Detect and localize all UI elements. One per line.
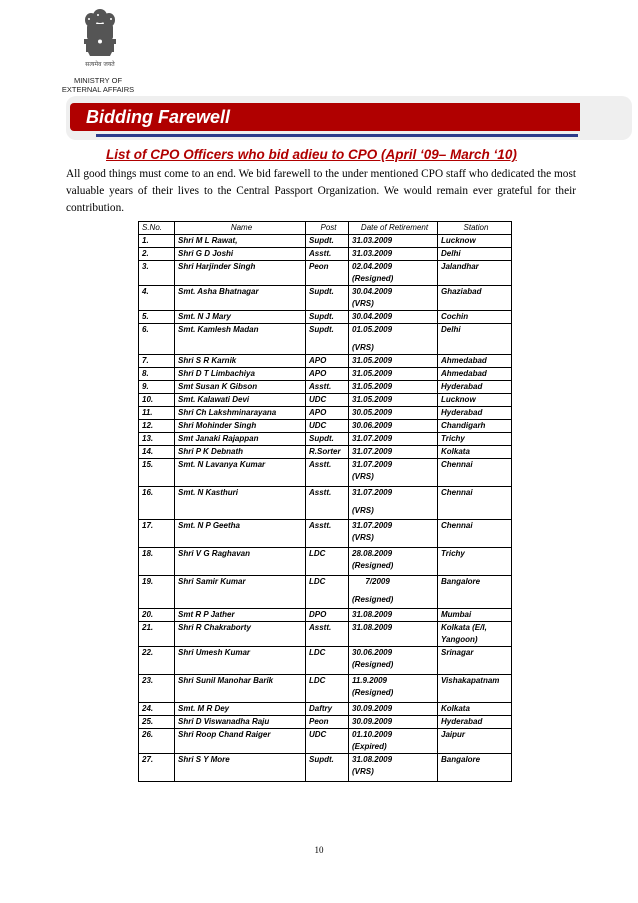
station-name: Jalandhar — [441, 262, 479, 271]
cell-name: Shri Ch Lakshminarayana — [175, 407, 306, 420]
cell-sno: 18. — [139, 548, 175, 576]
ministry-line-2: EXTERNAL AFFAIRS — [61, 85, 135, 94]
cell-sno: 3. — [139, 261, 175, 286]
cell-date — [349, 355, 438, 368]
retirement-date: 31.07.2009 — [352, 488, 393, 497]
retirement-date: 31.03.2009 — [352, 249, 393, 258]
cell-station — [438, 729, 512, 754]
cell-sno: 13. — [139, 433, 175, 446]
retirement-date: 31.08.2009 — [352, 610, 393, 619]
retirement-note: (VRS) — [352, 343, 374, 352]
cell-station — [438, 248, 512, 261]
intro-paragraph: All good things must come to an end. We bid farewell to the under mentioned CPO staff who dedicated the most valuable years of their lives to the Central Passport Organization. We would remain ever grateful for their contribution. — [66, 168, 576, 214]
ministry-line-1: MINISTRY OF — [73, 76, 123, 85]
table-row — [139, 235, 512, 248]
cell-station — [438, 311, 512, 324]
table-row — [139, 368, 512, 381]
cell-name: Shri D Viswanadha Raju — [175, 716, 306, 729]
cell-post: Supdt. — [306, 311, 349, 324]
cell-name: Shri S R Karnik — [175, 355, 306, 368]
table-row — [139, 286, 512, 311]
cell-post: Asstt. — [306, 248, 349, 261]
station-name: Chennai — [441, 521, 473, 530]
cell-station — [438, 716, 512, 729]
cell-name: Shri Mohinder Singh — [175, 420, 306, 433]
cell-date — [349, 235, 438, 248]
cell-station — [438, 261, 512, 286]
cell-date — [349, 716, 438, 729]
cell-station — [438, 703, 512, 716]
retirement-date: 30.06.2009 — [352, 648, 393, 657]
cell-date — [349, 433, 438, 446]
cell-date — [349, 324, 438, 355]
cell-station — [438, 407, 512, 420]
retirement-date: 30.04.2009 — [352, 287, 393, 296]
station-name: Delhi — [441, 325, 461, 334]
cell-station — [438, 286, 512, 311]
cell-name: Shri Samir Kumar — [175, 576, 306, 609]
cell-date — [349, 394, 438, 407]
cell-sno: 22. — [139, 647, 175, 675]
station-name: Lucknow — [441, 395, 476, 404]
national-emblem-icon — [78, 6, 122, 72]
retirement-note: (VRS) — [352, 767, 374, 776]
cell-sno: 12. — [139, 420, 175, 433]
retirement-date: 7/2009 — [352, 577, 390, 586]
cell-date — [349, 576, 438, 609]
cell-name: Shri Sunil Manohar Barik — [175, 675, 306, 703]
table-row — [139, 446, 512, 459]
table-row — [139, 433, 512, 446]
cell-post: APO — [306, 355, 349, 368]
station-name: Bangalore — [441, 577, 481, 586]
retirement-date: 31.03.2009 — [352, 236, 393, 245]
station-name: Ahmedabad — [441, 369, 487, 378]
station-name: Hyderabad — [441, 717, 483, 726]
cell-name: Shri S Y More — [175, 754, 306, 782]
table-row — [139, 548, 512, 576]
table-row — [139, 754, 512, 782]
table-row — [139, 324, 512, 355]
cell-name: Shri M L Rawat, — [175, 235, 306, 248]
table-row — [139, 459, 512, 487]
cell-station — [438, 381, 512, 394]
cell-date — [349, 459, 438, 487]
station-name: Trichy — [441, 434, 465, 443]
table-row — [139, 622, 512, 647]
cell-station — [438, 433, 512, 446]
cell-date — [349, 381, 438, 394]
cell-station — [438, 754, 512, 782]
table-row — [139, 729, 512, 754]
cell-date — [349, 622, 438, 647]
cell-sno: 25. — [139, 716, 175, 729]
cell-post: Asstt. — [306, 459, 349, 487]
station-name: Lucknow — [441, 236, 476, 245]
cell-sno: 5. — [139, 311, 175, 324]
cell-post: Supdt. — [306, 324, 349, 355]
cell-post: UDC — [306, 394, 349, 407]
cell-sno: 6. — [139, 324, 175, 355]
cell-station — [438, 459, 512, 487]
retirement-date: 31.08.2009 — [352, 623, 393, 632]
retirement-date: 30.06.2009 — [352, 421, 393, 430]
cell-name: Smt Janaki Rajappan — [175, 433, 306, 446]
retirement-note: (Resigned) — [352, 274, 394, 283]
cell-post: Supdt. — [306, 433, 349, 446]
cell-sno: 1. — [139, 235, 175, 248]
cell-sno: 27. — [139, 754, 175, 782]
cell-station — [438, 446, 512, 459]
table-row — [139, 381, 512, 394]
cell-sno: 16. — [139, 487, 175, 520]
table-row — [139, 407, 512, 420]
cell-sno: 11. — [139, 407, 175, 420]
station-name: Hyderabad — [441, 408, 483, 417]
cell-date — [349, 754, 438, 782]
retirement-date: 30.04.2009 — [352, 312, 393, 321]
cell-date — [349, 248, 438, 261]
cell-post: DPO — [306, 609, 349, 622]
cell-station — [438, 420, 512, 433]
cell-post: LDC — [306, 548, 349, 576]
cell-sno: 19. — [139, 576, 175, 609]
cell-date — [349, 609, 438, 622]
cell-post: LDC — [306, 647, 349, 675]
cell-name: Smt Susan K Gibson — [175, 381, 306, 394]
cell-date — [349, 548, 438, 576]
cell-date — [349, 703, 438, 716]
cell-sno: 4. — [139, 286, 175, 311]
station-name: Kolkata (E/I, — [441, 623, 487, 632]
cell-station — [438, 324, 512, 355]
cell-station — [438, 622, 512, 647]
cell-station — [438, 609, 512, 622]
emblem-motto: सत्यमेव जयते — [85, 61, 115, 68]
retirement-note: (VRS) — [352, 299, 374, 308]
retirement-date: 01.10.2009 — [352, 730, 393, 739]
cell-sno: 26. — [139, 729, 175, 754]
cell-name: Shri G D Joshi — [175, 248, 306, 261]
table-header-row — [139, 222, 512, 235]
station-name: Trichy — [441, 549, 465, 558]
cell-name: Smt R P Jather — [175, 609, 306, 622]
station-name: Jaipur — [441, 730, 466, 739]
cell-sno: 10. — [139, 394, 175, 407]
table-row — [139, 675, 512, 703]
cell-post: APO — [306, 368, 349, 381]
farewell-table — [138, 221, 512, 782]
cell-post: Peon — [306, 261, 349, 286]
table-row — [139, 520, 512, 548]
retirement-date: 28.08.2009 — [352, 549, 393, 558]
cell-station — [438, 368, 512, 381]
cell-date — [349, 487, 438, 520]
station-name: Bangalore — [441, 755, 481, 764]
station-name: Delhi — [441, 249, 461, 258]
cell-sno: 21. — [139, 622, 175, 647]
table-row — [139, 703, 512, 716]
retirement-note: (VRS) — [352, 506, 374, 515]
retirement-note: (VRS) — [352, 533, 374, 542]
cell-sno: 8. — [139, 368, 175, 381]
retirement-date: 01.05.2009 — [352, 325, 393, 334]
cell-post: Peon — [306, 716, 349, 729]
cell-post: Supdt. — [306, 286, 349, 311]
cell-date — [349, 446, 438, 459]
cell-post: LDC — [306, 675, 349, 703]
cell-date — [349, 311, 438, 324]
table-row — [139, 311, 512, 324]
cell-name: Shri Harjinder Singh — [175, 261, 306, 286]
station-name: Kolkata — [441, 704, 470, 713]
cell-post: Supdt. — [306, 754, 349, 782]
cell-sno: 20. — [139, 609, 175, 622]
ministry-label — [58, 76, 138, 94]
list-subtitle: List of CPO Officers who bid adieu to CPO (April ‘09– March ‘10) — [106, 147, 517, 162]
retirement-note: (VRS) — [352, 472, 374, 481]
cell-station — [438, 235, 512, 248]
cell-station — [438, 487, 512, 520]
retirement-date: 02.04.2009 — [352, 262, 393, 271]
retirement-date: 31.07.2009 — [352, 460, 393, 469]
retirement-date: 11.9.2009 — [352, 676, 387, 685]
cell-date — [349, 647, 438, 675]
cell-post: Asstt. — [306, 622, 349, 647]
station-name: Ahmedabad — [441, 356, 487, 365]
cell-sno: 7. — [139, 355, 175, 368]
cell-post: LDC — [306, 576, 349, 609]
cell-sno: 15. — [139, 459, 175, 487]
cell-station — [438, 675, 512, 703]
retirement-note: (Resigned) — [352, 660, 394, 669]
retirement-date: 31.05.2009 — [352, 356, 393, 365]
retirement-date: 31.05.2009 — [352, 382, 393, 391]
cell-sno: 2. — [139, 248, 175, 261]
cell-sno: 9. — [139, 381, 175, 394]
banner-underline — [96, 134, 578, 137]
retirement-date: 30.05.2009 — [352, 408, 393, 417]
cell-date — [349, 420, 438, 433]
table-row — [139, 261, 512, 286]
cell-name: Smt. Kamlesh Madan — [175, 324, 306, 355]
station-name: Chandigarh — [441, 421, 486, 430]
retirement-date: 31.08.2009 — [352, 755, 393, 764]
table-row — [139, 647, 512, 675]
station-name: Chennai — [441, 488, 473, 497]
cell-post: R.Sorter — [306, 446, 349, 459]
station-name: Vishakapatnam — [441, 676, 500, 685]
header-station: Station — [438, 222, 512, 235]
table-row — [139, 576, 512, 609]
table-row — [139, 487, 512, 520]
station-name: Cochin — [441, 312, 469, 321]
cell-date — [349, 368, 438, 381]
retirement-date: 31.07.2009 — [352, 521, 393, 530]
cell-name: Shri Roop Chand Raiger — [175, 729, 306, 754]
cell-name: Smt. N P Geetha — [175, 520, 306, 548]
cell-station — [438, 548, 512, 576]
cell-sno: 14. — [139, 446, 175, 459]
cell-name: Smt. N J Mary — [175, 311, 306, 324]
cell-sno: 24. — [139, 703, 175, 716]
cell-name: Smt. M R Dey — [175, 703, 306, 716]
retirement-note: (Resigned) — [352, 595, 394, 604]
cell-name: Smt. N Lavanya Kumar — [175, 459, 306, 487]
retirement-date: 31.05.2009 — [352, 369, 393, 378]
cell-name: Smt. Kalawati Devi — [175, 394, 306, 407]
cell-name: Shri P K Debnath — [175, 446, 306, 459]
table-row — [139, 609, 512, 622]
retirement-date: 31.07.2009 — [352, 434, 393, 443]
header-sno: S.No. — [139, 222, 175, 235]
cell-station — [438, 394, 512, 407]
cell-name: Shri Umesh Kumar — [175, 647, 306, 675]
cell-station — [438, 576, 512, 609]
cell-post: UDC — [306, 420, 349, 433]
table-row — [139, 248, 512, 261]
header-post: Post — [306, 222, 349, 235]
station-name-continued: Yangoon) — [441, 635, 478, 644]
table-row — [139, 716, 512, 729]
retirement-date: 31.05.2009 — [352, 395, 393, 404]
retirement-note: (Resigned) — [352, 688, 394, 697]
table-row — [139, 420, 512, 433]
cell-date — [349, 520, 438, 548]
table-row — [139, 394, 512, 407]
station-name: Mumbai — [441, 610, 472, 619]
station-name: Kolkata — [441, 447, 470, 456]
cell-sno: 23. — [139, 675, 175, 703]
cell-post: Daftry — [306, 703, 349, 716]
retirement-date: 31.07.2009 — [352, 447, 393, 456]
cell-post: Asstt. — [306, 487, 349, 520]
retirement-date: 30.09.2009 — [352, 704, 393, 713]
cell-name: Smt. N Kasthuri — [175, 487, 306, 520]
cell-name: Shri R Chakraborty — [175, 622, 306, 647]
cell-name: Shri V G Raghavan — [175, 548, 306, 576]
header-name: Name — [175, 222, 306, 235]
cell-name: Smt. Asha Bhatnagar — [175, 286, 306, 311]
cell-station — [438, 647, 512, 675]
cell-station — [438, 520, 512, 548]
station-name: Srinagar — [441, 648, 474, 657]
station-name: Ghaziabad — [441, 287, 482, 296]
station-name: Chennai — [441, 460, 473, 469]
cell-sno: 17. — [139, 520, 175, 548]
retirement-date: 30.09.2009 — [352, 717, 393, 726]
cell-date — [349, 675, 438, 703]
table-row — [139, 355, 512, 368]
cell-date — [349, 729, 438, 754]
cell-date — [349, 286, 438, 311]
header-date: Date of Retirement — [349, 222, 438, 235]
cell-date — [349, 407, 438, 420]
cell-date — [349, 261, 438, 286]
station-name: Hyderabad — [441, 382, 483, 391]
cell-station — [438, 355, 512, 368]
cell-name: Shri D T Limbachiya — [175, 368, 306, 381]
retirement-note: (Expired) — [352, 742, 387, 751]
cell-post: Asstt. — [306, 520, 349, 548]
page-number: 10 — [314, 845, 324, 855]
banner-title: Bidding Farewell — [86, 107, 231, 127]
cell-post: Supdt. — [306, 235, 349, 248]
cell-post: Asstt. — [306, 381, 349, 394]
cell-post: APO — [306, 407, 349, 420]
cell-post: UDC — [306, 729, 349, 754]
retirement-note: (Resigned) — [352, 561, 394, 570]
